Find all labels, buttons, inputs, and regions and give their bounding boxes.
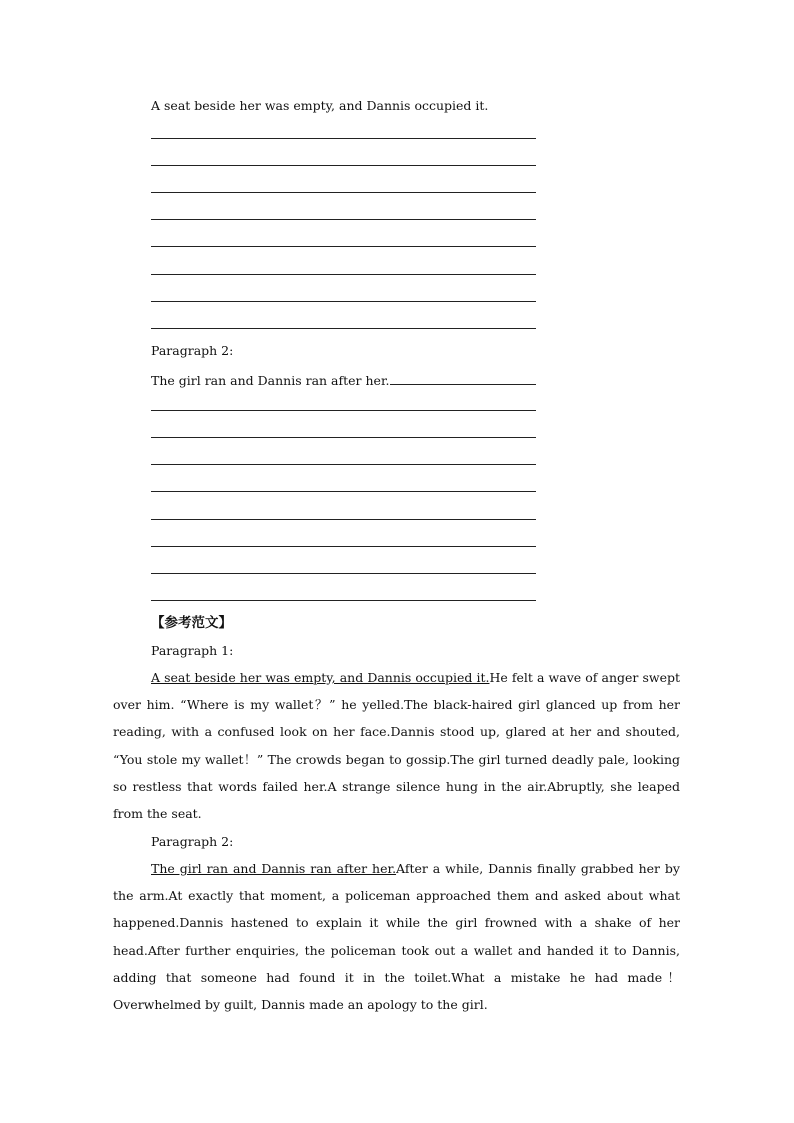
writing-line: [151, 165, 536, 166]
writing-line: [151, 546, 536, 547]
model-paragraph1: [113, 664, 680, 827]
writing-line: [151, 219, 536, 220]
model-paragraph1-lead: A seat beside her was empty, and Dannis occupied it.: [151, 670, 490, 685]
writing-line: [151, 138, 536, 139]
paragraph1-opening-sentence: A seat beside her was empty, and Dannis occupied it.: [151, 98, 489, 113]
writing-line: [151, 192, 536, 193]
writing-line: [151, 600, 536, 601]
paragraph2-opening-sentence: The girl ran and Dannis ran after her.: [151, 373, 390, 388]
inline-blank-line: [390, 371, 536, 385]
paragraph2-opening-line: [151, 371, 536, 389]
model-paragraph2-body: After a while, Dannis finally grabbed her by the arm.At exactly that moment, a policeman approached them and asked about what happened.Dannis hastened to explain it while the girl frowned with a shake of her head.After further enquiries, the policeman took out a wallet and handed it to Dannis, adding that someone had found it in the toilet.What a mistake he had made！Overwhelmed by guilt, Dannis made an apology to the girl.: [113, 861, 680, 1013]
model-paragraph2: [113, 855, 680, 1018]
model-paragraph2-label: Paragraph 2:: [151, 834, 234, 849]
writing-line: [151, 519, 536, 520]
writing-line: [151, 573, 536, 574]
model-paragraph1-label: Paragraph 1:: [151, 643, 234, 658]
writing-line: [151, 491, 536, 492]
writing-line: [151, 464, 536, 465]
model-paragraph1-body: He felt a wave of anger swept over him. “Where is my wallet？” he yelled.The black-haired girl glanced up from her reading, with a confused look on her face.Dannis stood up, glared at her and shouted, “You stole my wallet！” The crowds began to gossip.The girl turned deadly pale, looking so restless that words failed her.A strange silence hung in the air.Abruptly, she leaped from the seat.: [113, 670, 680, 822]
writing-line: [151, 274, 536, 275]
paragraph2-label: Paragraph 2:: [151, 343, 234, 358]
model-essay-heading: 【参考范文】: [151, 615, 232, 631]
writing-line: [151, 328, 536, 329]
model-paragraph2-lead: The girl ran and Dannis ran after her.: [151, 861, 397, 876]
writing-line: [151, 301, 536, 302]
writing-line: [151, 410, 536, 411]
writing-line: [151, 246, 536, 247]
writing-line: [151, 437, 536, 438]
